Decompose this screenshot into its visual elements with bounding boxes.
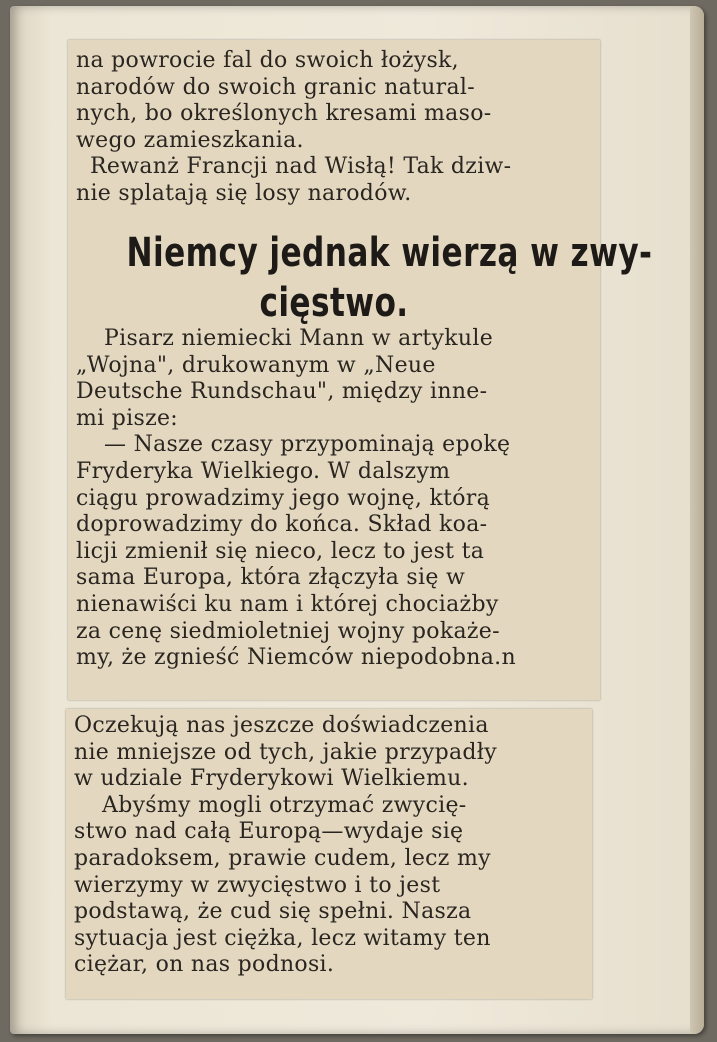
text-line: sama Europa, która złączyła się w (76, 565, 466, 591)
text-line: stwo nad całą Europą—wydaje się (74, 819, 464, 845)
text-line: nienawiści ku nam i której chociażby (76, 591, 499, 617)
continuation-paragraph (74, 713, 586, 979)
text-line: nie splatają się losy narodów. (76, 180, 412, 206)
text-line: Pisarz niemiecki Mann w artykule (104, 326, 494, 351)
intro-paragraph (76, 48, 594, 208)
newspaper-clipping-bottom (66, 709, 592, 999)
headline-line: Niemcy jednak wierzą w zwy- (126, 230, 653, 276)
scrapbook-page (10, 6, 704, 1034)
text-line: Fryderyka Wielkiego. W dalszym (76, 458, 451, 484)
text-line: nych, bo określonych kresami maso- (76, 101, 492, 127)
headline-line: cięstwo. (259, 280, 409, 326)
text-line: podstawą, że cud się spełni. Nasza (74, 899, 472, 925)
text-line: — Nasze czasy przypominają epokę (104, 432, 511, 458)
page-edge (690, 6, 704, 1034)
text-line: licji zmienił się nieco, lecz to jest ta (76, 538, 485, 564)
newspaper-clipping-top (68, 40, 653, 700)
text-line: Oczekują nas jeszcze doświadczenia (74, 713, 489, 738)
text-line: doprowadzimy do końca. Skład koa- (76, 512, 488, 538)
text-line: Abyśmy mogli otrzymać zwycię- (102, 792, 467, 818)
text-line: ciężar, on nas podnosi. (74, 952, 335, 978)
text-line: Deutsche Rundschau", między inne- (76, 379, 488, 405)
article-body (76, 326, 594, 672)
text-line: ciągu prowadzimy jego wojnę, którą (76, 485, 490, 511)
text-line: „Wojna", drukowanym w „Neue (76, 352, 436, 378)
text-line: za cenę siedmioletniej wojny pokaże- (76, 618, 500, 644)
text-line: Rewanż Francji nad Wisłą! Tak dziw- (90, 154, 512, 180)
text-line: mi pisze: (76, 405, 179, 431)
text-line: narodów do swoich granic natural- (76, 74, 475, 100)
text-line: paradoksem, prawie cudem, lecz my (74, 845, 491, 871)
text-line: wego zamieszkania. (76, 127, 304, 153)
text-line: nie mniejsze od tych, jakie przypadły (74, 739, 497, 765)
text-line: my, że zgnieść Niemców niepodobna.n (76, 645, 516, 671)
text-line: w udziale Fryderykowi Wielkiemu. (74, 766, 469, 792)
text-line: na powrocie fal do swoich łożysk, (76, 48, 459, 73)
article-headline (126, 228, 653, 328)
text-line: sytuacja jest ciężka, lecz witamy ten (74, 925, 491, 951)
text-line: wierzymy w zwycięstwo i to jest (74, 872, 441, 898)
